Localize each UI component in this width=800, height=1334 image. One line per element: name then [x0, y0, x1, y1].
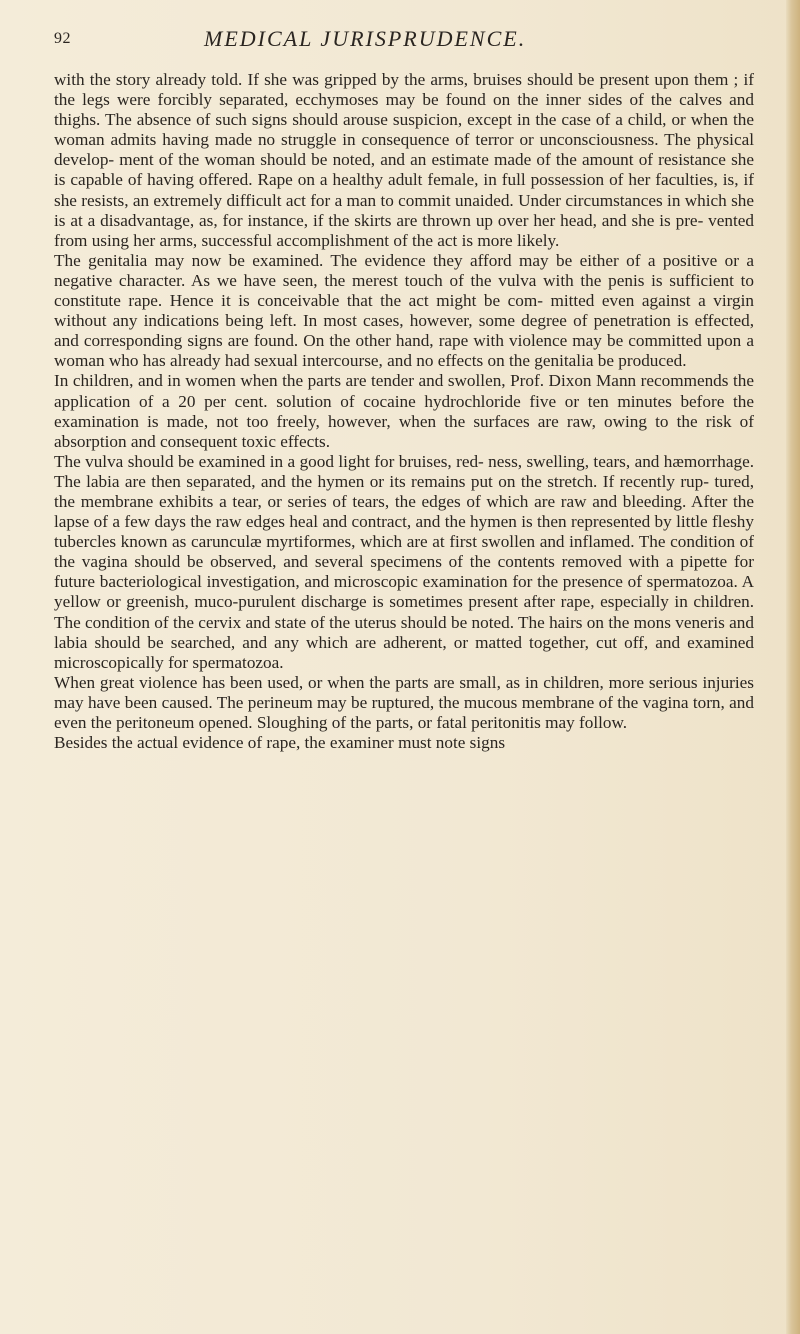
paragraph-genitalia-examination: The genitalia may now be examined. The evidence they afford may be either of a positive or a negative character. As we have seen, the merest touch of the vulva with the penis is sufficient to constitute rape. Hence it is conceivable that the act might be com- mitted even against a virgin without any indications being left. In most cases, however, some degree of penetration is effected, and corresponding signs are found. On the other hand, rape with violence may be committed upon a woman who has already had sexual intercourse, and no effects on the genitalia be produced. [54, 250, 754, 371]
body-text [54, 70, 754, 753]
paragraph-vulva-examination: The vulva should be examined in a good light for bruises, red- ness, swelling, tears, and hæmorrhage. The labia are then separated, and the hymen or its remains put on the stretch. If recently rup- tured, the membrane exhibits a tear, or series of tears, the edges of which are raw and bleeding. After the lapse of a few days the raw edges heal and contract, and the hymen is then represented by little fleshy tubercles known as carunculæ myrtiformes, which are at first swollen and inflamed. The condition of the vagina should be observed, and several specimens of the contents removed with a pipette for future bacteriological investigation, and microscopic examination for the presence of spermatozoa. A yellow or greenish, muco-purulent discharge is sometimes present after rape, especially in children. The condition of the cervix and state of the uterus should be noted. The hairs on the mons veneris and labia should be searched, and any which are adherent, or matted together, cut off, and examined microscopically for spermatozoa. [54, 451, 754, 672]
paragraph-cocaine-solution: In children, and in women when the parts are tender and swollen, Prof. Dixon Mann recommends the application of a 20 per cent. solution of cocaine hydrochloride five or ten minutes before the examination is made, not too freely, however, when the surfaces are raw, owing to the risk of absorption and consequent toxic effects. [54, 371, 754, 451]
running-title: MEDICAL JURISPRUDENCE. [204, 26, 527, 51]
page-number: 92 [54, 30, 71, 47]
page-binding-edge [786, 0, 800, 1334]
paragraph-serious-injuries: When great violence has been used, or when the parts are small, as in children, more serious injuries may have been caused. The perineum may be ruptured, the mucous membrane of the vagina torn, and even the peritoneum opened. Sloughing of the parts, or fatal peritonitis may follow. [54, 672, 754, 732]
paragraph-other-evidence: Besides the actual evidence of rape, the examiner must note signs [54, 733, 506, 753]
page-header [54, 22, 754, 58]
paragraph-resistance: with the story already told. If she was gripped by the arms, bruises should be present upon them ; if the legs were forcibly separated, ecchymoses may be found on the inner sides of the calves and thighs. The absence of such signs should arouse suspicion, except in the case of a child, or when the woman admits having made no struggle in consequence of terror or unconsciousness. The physical develop- ment of the woman should be noted, and an estimate made of the amount of resistance she is capable of having offered. Rape on a healthy adult female, in full possession of her faculties, is, if she resists, an extremely difficult act for a man to commit unaided. Under circumstances in which she is at a disadvantage, as, for instance, if the skirts are thrown up over her head, and she is pre- vented from using her arms, successful accomplishment of the act is more likely. [54, 70, 754, 250]
